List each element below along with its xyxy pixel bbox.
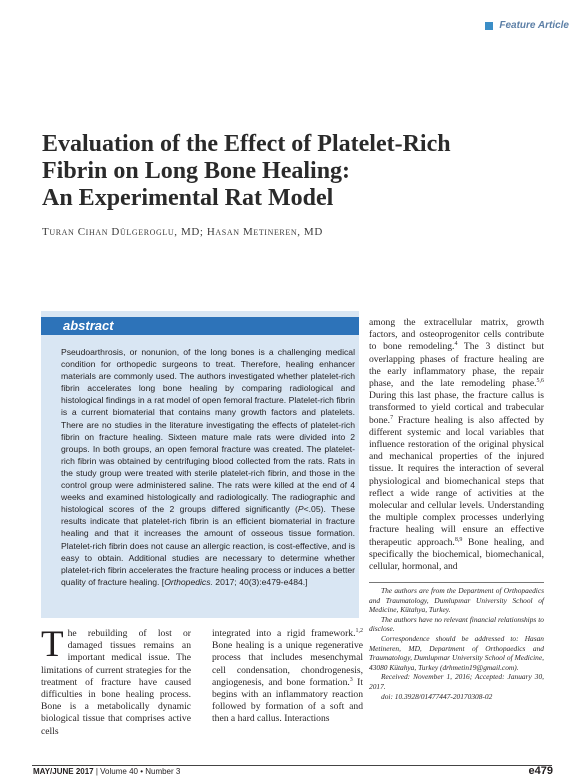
author-footnotes xyxy=(369,586,544,701)
title-line-1: Evaluation of the Effect of Platelet-Rich xyxy=(42,131,451,157)
body-column-2 xyxy=(212,628,363,726)
abstract-text xyxy=(61,346,355,588)
body-text-segment: It begins with an inflammatory reaction followed by formation of a soft and then a hard callus. Interactions xyxy=(212,676,363,725)
abstract-text-part-2: <.05). These results indicate that platelet-rich fibrin is an efficient biomaterial in fracture healing and that it increases the amount of osseous tissue formation. Platelet-rich fibrin does not cause an allergic reaction, is cost-effective, and is easy to obtain. Additional studies are necessary to determine whether platelet-rich fibrin accelerates the fracture healing process or induces a better quality of fracture healing. [ xyxy=(61,504,355,587)
body-text-segment: among the extracellular matrix, growth factors, and osteoprogenitor cells contribute to bone remodeling. xyxy=(369,317,544,353)
drop-cap: T xyxy=(41,624,64,665)
footnote-disclosure: The authors have no relevant financial relationships to disclose. xyxy=(369,614,544,634)
body-column-3 xyxy=(369,317,544,573)
volume: Volume 40 xyxy=(100,767,138,776)
citation-superscript: 3 xyxy=(349,676,353,683)
article-title xyxy=(42,131,542,212)
section-marker-square xyxy=(485,22,493,30)
body-text-segment: During this last phase, the fracture callus is transformed to yield cortical and trabecular bone. xyxy=(369,390,544,426)
section-label-text: Feature Article xyxy=(499,20,569,31)
title-line-3: An Experimental Rat Model xyxy=(42,185,334,211)
citation-superscript: 1,2 xyxy=(355,627,363,634)
issue-info: MAY/JUNE 2017 | Volume 40 • Number 3 xyxy=(33,767,181,776)
body-text-segment: Bone healing, and specifically the biochemical, biomechanical, cellular, hormonal, and xyxy=(369,536,545,573)
abstract-text-part-1: Pseudoarthrosis, or nonunion, of the long bones is a challenging medical condition for orthopedic surgeons to treat. Therefore, healing enhancer materials are commonly used. The authors investigated whether platelet-rich fibrin accelerates long bone healing by comparing radiological and histological findings in a rat model of open femoral fracture. Platelet-rich fibrin is a current biomaterial that contains many growth factors and platelets. There are no studies in the literature investigating the effects of platelet-rich fibrin on fracture healing. Sixteen mature male rats were divided into 2 groups. In both groups, an open femoral fracture was created. The platelet-rich fibrin was obtained by centrifuging blood collected from the rats. Rats in the study group were treated with sterile platelet-rich fibrin, and those in the control group were administered saline. The rats were killed at the end of 4 weeks and examined histologically and radiologically. The radiographic and histological scores of the 2 groups differed significantly ( xyxy=(61,347,355,515)
citation-superscript: 7 xyxy=(390,414,394,421)
footnote-divider xyxy=(369,582,544,583)
body-column-1 xyxy=(41,624,191,738)
citation-superscript: 5,6 xyxy=(536,377,544,384)
abstract-heading: abstract xyxy=(63,318,114,333)
title-line-2: Fibrin on Long Bone Healing: xyxy=(42,158,351,184)
journal-name: Orthopedics. xyxy=(164,576,213,587)
body-column-1-text: he rebuilding of lost or damaged tissues remains an important medical issue. The limitations of current strategies for the treatment of fracture have caused difficulties in bone healing process. Bone is a metabolically dynamic biological tissue that comprises active cells xyxy=(41,628,191,737)
author-line: Turan Cihan Dülgeroglu, MD; Hasan Metineren, MD xyxy=(42,226,323,238)
p-value-symbol: P xyxy=(297,504,304,515)
citation-superscript: 4 xyxy=(454,341,458,348)
body-text-segment: integrated into a rigid framework. xyxy=(212,628,356,639)
section-label xyxy=(485,20,569,31)
body-text-segment: Fracture healing is also affected by different systemic and local variables that influence restoration of the original physical and mechanical properties of the injured tissue. It requires the interaction of several physiological and biomechanical steps that reflect a wide range of activities at the molecular and cellular levels. Understanding the multiple complex processes underlying fracture healing will ensure an effective therapeutic approach. xyxy=(369,414,544,548)
citation-details: 2017; 40(3):e479-e484.] xyxy=(212,576,308,587)
issue-date: MAY/JUNE 2017 xyxy=(33,767,94,776)
abstract-heading-bar xyxy=(41,317,359,335)
footnote-correspondence: Correspondence should be addressed to: Hasan Metineren, MD, Department of Orthopaedics and Traumatology, Dumlupınar University School of Medicine, 43080 Kütahya, Turkey (drhmetin19@gmail.com). xyxy=(369,633,544,672)
body-text-segment: The 3 distinct but overlapping phases of fracture healing are the early inflammatory phase, the repair phase, and the late remodeling phase. xyxy=(369,341,544,390)
footnote-affiliation: The authors are from the Department of Orthopaedics and Traumatology, Dumlupınar University School of Medicine, Kütahya, Turkey. xyxy=(369,586,544,615)
citation-superscript: 8,9 xyxy=(454,536,463,543)
body-text-segment: Bone healing is a unique regenerative process that includes mesenchymal cell condensation, chondrogenesis, angiogenesis, and bone formation. xyxy=(212,640,363,688)
footnote-received: Received: November 1, 2016; Accepted: January 30, 2017. xyxy=(369,672,544,691)
footnote-doi: doi: 10.3928/01477447-20170308-02 xyxy=(381,691,493,701)
footer-divider xyxy=(32,765,552,766)
issue-number: Number 3 xyxy=(145,767,181,776)
page-number: e479 xyxy=(528,765,553,777)
